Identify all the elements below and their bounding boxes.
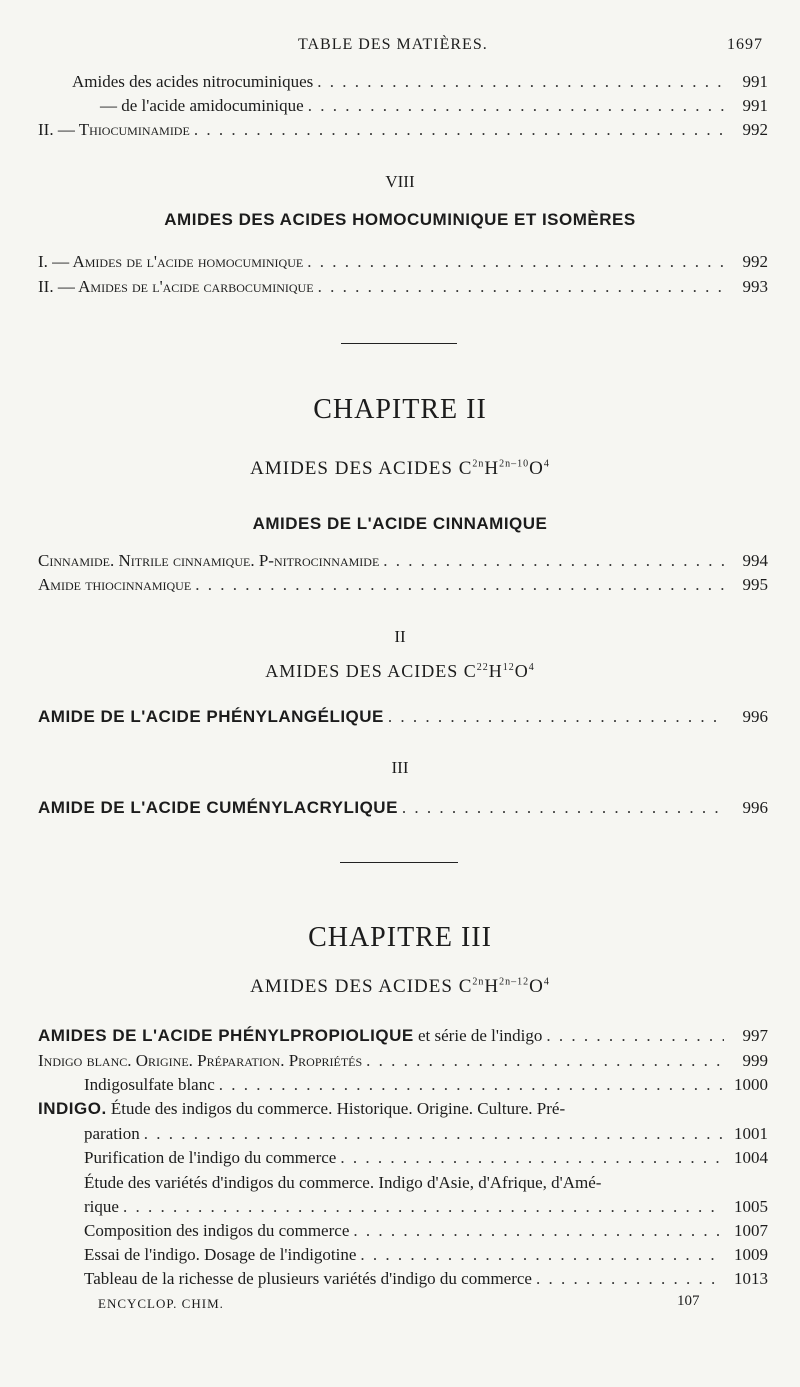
chapter-title: CHAPITRE II [313, 394, 487, 425]
toc-entry-continued: Étude des variétés d'indigos du commerce. Indigo d'Asie, d'Afrique, d'Amé- [84, 1173, 602, 1192]
chapter-subtitle: AMIDES DES ACIDES $C^{2n}H^{2n-12}O^4$ [250, 976, 550, 997]
divider [340, 862, 458, 863]
toc-entry: Purification de l'indigo du commerce . . . 1004 [84, 1148, 768, 1172]
footer-sheet-number: 107 [677, 1293, 700, 1309]
section-heading: AMIDES DES ACIDES HOMOCUMINIQUE ET ISOMÈRES [164, 210, 636, 229]
section-numeral: II [394, 627, 406, 646]
toc-entry: II. — Amides de l'acide carbocuminique . . . 993 [38, 277, 768, 301]
toc-entry: AMIDES DE L'ACIDE PHÉNYLPROPIOLIQUE et série de l'indigo . . . 997 [38, 1026, 768, 1050]
toc-entry: paration . . . 1001 [84, 1124, 768, 1148]
toc-entry: AMIDE DE L'ACIDE CUMÉNYLACRYLIQUE . . . 996 [38, 798, 768, 822]
toc-entry: Indigosulfate blanc . . . 1000 [84, 1075, 768, 1099]
toc-entry: Tableau de la richesse de plusieurs variétés d'indigo du commerce . . . 1013 [84, 1269, 768, 1293]
toc-entry: AMIDE DE L'ACIDE PHÉNYLANGÉLIQUE . . . 996 [38, 707, 768, 731]
toc-entry: I. — Amides de l'acide homocuminique . . . 992 [38, 252, 768, 276]
toc-entry: rique . . . 1005 [84, 1197, 768, 1221]
toc-entry: Cinnamide. Nitrile cinnamique. P-nitrocinnamide . . . 994 [38, 551, 768, 575]
toc-entry: Amide thiocinnamique . . . 995 [38, 575, 768, 599]
section-numeral: III [391, 758, 409, 777]
chapter-title: CHAPITRE III [308, 922, 492, 953]
running-title: TABLE DES MATIÈRES. [298, 36, 488, 53]
toc-entry: Essai de l'indigo. Dosage de l'indigotine . . . 1009 [84, 1245, 768, 1269]
toc-entry: Composition des indigos du commerce . . . 1007 [84, 1221, 768, 1245]
toc-entry: — de l'acide amidocuminique . . . 991 [100, 96, 768, 120]
toc-entry: Indigo blanc. Origine. Préparation. Propriétés . . . 999 [38, 1051, 768, 1075]
footer-signature: ENCYCLOP. CHIM. [98, 1296, 224, 1311]
section-heading: AMIDES DES ACIDES $C^{22}H^{12}O^4$ [265, 661, 535, 681]
page-number: 1697 [727, 36, 763, 53]
chapter-subtitle: AMIDES DES ACIDES $C^{2n}H^{2n-10}O^4$ [250, 458, 550, 479]
toc-entry: Amides des acides nitrocuminiques . . . 991 [72, 72, 768, 96]
section-numeral: VIII [385, 172, 415, 191]
toc-entry: II. — Thiocuminamide . . . 992 [38, 120, 768, 144]
toc-entry-continued: INDIGO. Étude des indigos du commerce. Historique. Origine. Culture. Pré- [38, 1099, 566, 1118]
divider [341, 343, 457, 344]
section-heading: AMIDES DE L'ACIDE CINNAMIQUE [252, 514, 548, 533]
